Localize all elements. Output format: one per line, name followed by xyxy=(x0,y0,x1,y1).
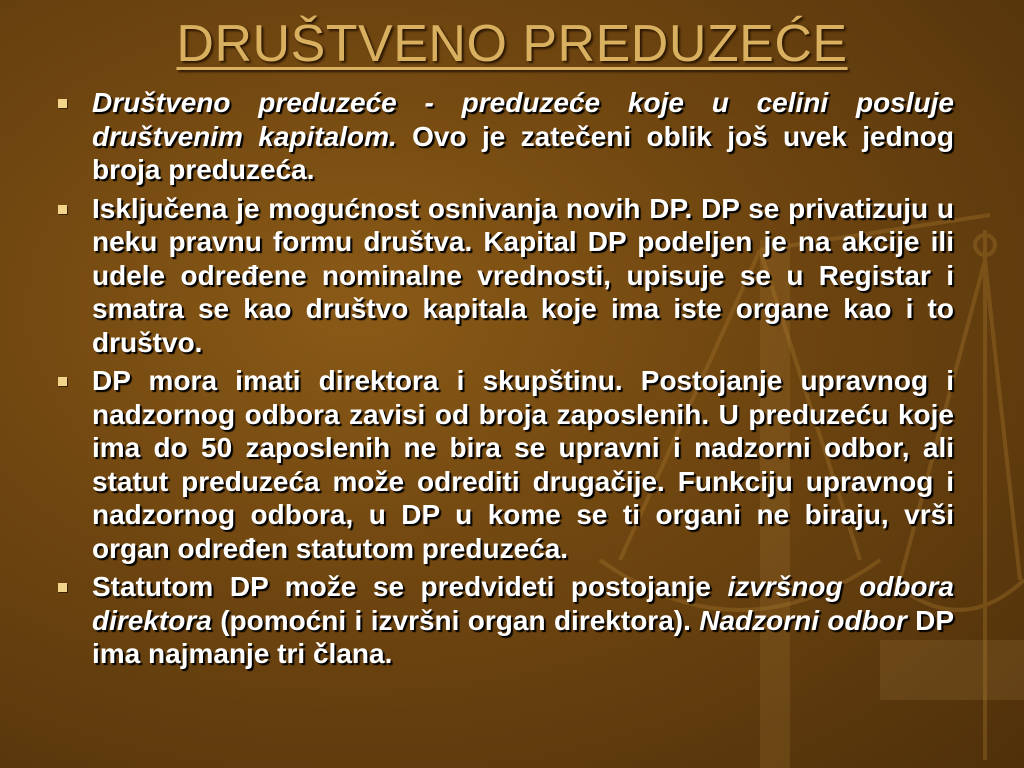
slide-title-text: DRUŠTVENO PREDUZEĆE xyxy=(176,15,848,73)
bullet-italic-text: Nadzorni odbor xyxy=(699,604,907,636)
bullet-text: DP ima najmanje tri člana. xyxy=(92,604,954,669)
bullet-italic-text: izvršnog odbora direktora xyxy=(92,571,954,636)
bullet-text: Statutom DP može se predvideti postojanje xyxy=(92,571,728,602)
bullet-text: DP mora imati direktora i skupštinu. Postojanje upravnog i nadzornog odbora zavisi od broja zaposlenih. U preduzeću koje ima do 50 zaposlenih ne bira se upravni i nadzorni odbor, ali statut preduzeća može odrediti drugačije. Funkciju upravnog i nadzornog odbora, u DP u kome se ti organi ne biraju, vrši organ određen statutom preduzeća. xyxy=(92,365,954,564)
bullet-italic-text: Društveno preduzeće - preduzeće koje u celini posluje društvenim kapitalom. xyxy=(92,87,954,152)
bullet-text: Ovo je zatečeni oblik još uvek jednog broja preduzeća. xyxy=(92,120,955,185)
bullet-list xyxy=(56,86,954,676)
bullet-item xyxy=(56,86,954,187)
square-bullet-icon xyxy=(58,205,67,214)
square-bullet-icon xyxy=(58,377,67,386)
bullet-text: (pomoćni i izvršni organ direktora). xyxy=(211,604,700,636)
square-bullet-icon xyxy=(58,583,67,592)
slide-title xyxy=(0,12,1024,76)
square-bullet-icon xyxy=(58,99,67,108)
bullet-item xyxy=(56,192,954,360)
bullet-item xyxy=(56,364,954,565)
bullet-item xyxy=(56,570,954,671)
bullet-text: Isključena je mogućnost osnivanja novih DP. DP se privatizuju u neku pravnu formu društva. Kapital DP podeljen je na akcije ili udele određene nominalne vrednosti, upisuje se u Registar i smatra se kao društvo kapitala koje ima iste organe kao i to društvo. xyxy=(92,192,954,358)
